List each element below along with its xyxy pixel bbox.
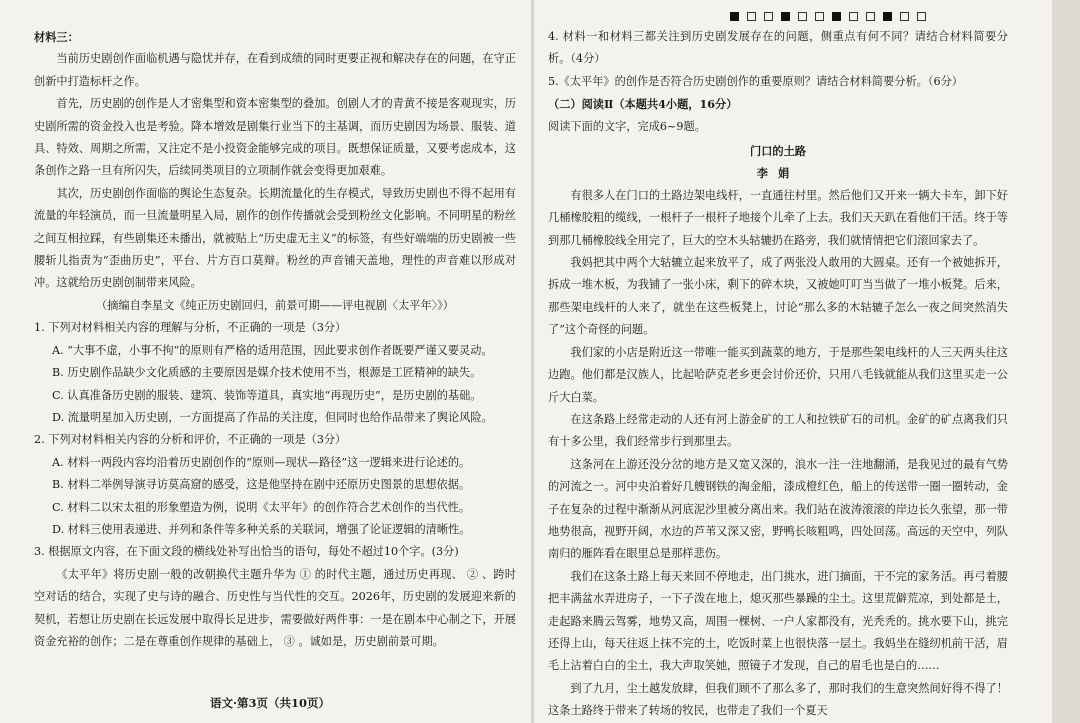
marker-filled — [883, 12, 892, 21]
left-column — [34, 26, 516, 653]
material-heading: 材料三： — [34, 30, 79, 44]
q1-option-c: C. 认真准备历史剧的服装、建筑、装饰等道具，真实地“再现历史”，是历史剧的基础。 — [52, 388, 482, 402]
question-4: 4. 材料一和材料三都关注到历史剧发展存在的问题，侧重点有何不同？请结合材料简要分析。（4分） — [548, 30, 1008, 66]
question-3-passage: 《太平年》将历史剧一般的改朝换代主题升华为 ① 的时代主题，通过历史再现、 ② 、跨时空对话的结合，实现了史与诗的融合、历史性与当代性的交互。2026年，历史剧的发展迎来新的契机，若想让历史剧在长远发展中取得长足进步，需要做好两件事：一是在剧本中心制之下，开展资金充裕的创作；二是在尊重创作规律的基础上， ③ 。诚如是，历史剧前景可期。 — [34, 567, 516, 648]
question-1-stem: 1. 下列对材料相关内容的理解与分析，不正确的一项是（3分） — [34, 321, 347, 335]
marker-empty — [764, 12, 773, 21]
article-paragraph: 这条河在上游还没分岔的地方是又宽又深的，浪水一注一注地翻涌，是我见过的最有气势的河流之一。河中央泊着好几艘钢铁的淘金船，漆成橙红色，船上的传送带一圈一圈转动，金子在复杂的过程中渐渐从河底泥沙里被分离出来。我们站在波涛滚滚的岸边长久张望，那一带地势很高，视野开阔，水边的芦苇又深又密，野鸭长咳粗鸣，四处回荡。高远的天空中，列队南归的雁阵看在眼里总是那样悲伤。 — [548, 457, 1008, 561]
marker-empty — [815, 12, 824, 21]
article-paragraph: 在这条路上经常走动的人还有河上游金矿的工人和拉铁矿石的司机。金矿的矿点离我们只有十多公里，我们经常步行到那里去。 — [548, 412, 1008, 449]
article-author: 李娟 — [756, 166, 800, 181]
material-paragraph: 其次，历史剧创作面临的舆论生态复杂。长期流量化的生存模式，导致历史剧也不得不起用有流量的年轻演员，而一旦流量明星入局，剧作的创作传播就会受到粉丝文化影响。不同明星的粉丝之间互相拉踩，有些剧集还未播出，就被贴上“历史虚无主义”的标签，有些好端端的历史剧被一些腰斩儿指责为“歪曲历史”，平台、片方百口莫辩。粉丝的声音铺天盖地，理性的声音难以形成对冲。这就给历史剧创制带来风险。 — [34, 186, 516, 290]
article-paragraph: 有很多人在门口的土路边架电线杆，一直通往村里。然后他们又开来一辆大卡车，卸下好几桶橡胶粗的缆线，一根杆子一根杆子地接个儿牵了上去。我们天天趴在看他们干活。终于等到那几桶橡胶线全用完了，巨大的空木头轱辘扔在路旁，我们就情情把它们滚回家去了。 — [548, 188, 1008, 247]
marker-filled — [832, 12, 841, 21]
page-footer: 语文·第3页（共10页） — [209, 696, 330, 710]
reading-instruction: 阅读下面的文字，完成6~9题。 — [548, 119, 706, 133]
marker-empty — [747, 12, 756, 21]
marker-filled — [781, 12, 790, 21]
material-source: （摘编自李星文《纯正历史剧回归，前景可期——评电视剧〈太平年〉》） — [96, 298, 454, 312]
right-column — [548, 26, 1008, 723]
marker-empty — [798, 12, 807, 21]
q1-option-a: A. “大事不虚，小事不拘”的原则有严格的适用范围，因此要求创作者既要严谨又要灵动。 — [52, 343, 493, 357]
article-paragraph: 我们在这条土路上每天来回不停地走，出门挑水，进门摘面，干不完的家务活。再弓着腰把丰满盆水弄进房子，一下子泼在地上，熄灭那些暴躁的尘土。这里荒僻荒凉，到处都是土，走起路来腾云驾雾，地势又高，周围一棵树、一户人家都没有，光秃秃的。挑水要下山，挑完还得上山，每天往返上抹不完的土，吃饭时菜上也很快落一层土。我妈坐在缝纫机前干活，眉毛上沾着白白的尘土，我大声取笑她，照镜子才发现，自己的眉毛也是白的…… — [548, 569, 1008, 673]
q2-option-b: B. 材料二举例导演寻访莫高窟的感受，这是他坚持在剧中还原历史图景的思想依据。 — [52, 478, 471, 492]
q2-option-d: D. 材料三使用表递进、并列和条件等多种关系的关联词，增强了论证逻辑的清晰性。 — [52, 522, 471, 536]
article-paragraph: 我妈把其中两个大轱辘立起来放平了，成了两张没人敢用的大圆桌。还有一个被她拆开，拆成一堆木板，为我铺了一张小床，剩下的碎木块，又被她叮叮当当做了一堆小板凳。后来，那些架电线杆的人来了，就坐在这些板凳上，讨论“那么多的木轱辘子怎么一夜之间突然消失了”这个奇怪的问题。 — [548, 256, 1008, 337]
q2-option-c: C. 材料二以宋太祖的形象塑造为例，说明《太平年》的创作符合艺术创作的当代性。 — [52, 500, 471, 514]
q2-option-a: A. 材料一两段内容均沿着历史剧创作的“原则—现状—路径”这一逻辑来进行论述的。 — [52, 455, 471, 469]
article-title: 门口的土路 — [750, 144, 806, 159]
question-3-stem: 3. 根据原文内容，在下面文段的横线处补写出恰当的语句，每处不超过10个字。(3分) — [34, 545, 459, 559]
material-paragraph: 首先，历史剧的创作是人才密集型和资本密集型的叠加。创剧人才的青黄不接是客观现实，历史剧所需的资金投入也是考验。降本增效是剧集行业当下的主基调，而历史剧因为场景、服装、道具、特效、周期之所需，又注定不是小投资金能够完成的项目。既想保证质量，又要考虑成本，这条创作之路一旦有所闪失，后续同类项目的立项制作就会变得更加艰难。 — [34, 97, 516, 178]
page-fold — [531, 0, 534, 723]
marker-empty — [866, 12, 875, 21]
page-marks — [730, 12, 926, 21]
material-paragraph: 当前历史剧创作面临机遇与隐忧并存，在看到成绩的同时更要正视和解决存在的问题，在守正创新中打造标杆之作。 — [34, 52, 516, 88]
article-paragraph: 到了九月，尘土越发放肆，但我们顾不了那么多了，那时我们的生意突然间好得不得了！这条土路终于带来了转场的牧民，也带走了我们一个夏天 — [548, 681, 1008, 718]
marker-empty — [849, 12, 858, 21]
marker-empty — [900, 12, 909, 21]
question-2-stem: 2. 下列对材料相关内容的分析和评价，不正确的一项是（3分） — [34, 433, 347, 447]
q1-option-d: D. 流量明星加入历史剧，一方面提高了作品的关注度，但同时也给作品带来了舆论风险。 — [52, 410, 493, 424]
article-paragraph: 我们家的小店是附近这一带唯一能买到蔬菜的地方，于是那些架电线杆的人三天两头往这边跑。他们都是汉族人，比起哈萨克老乡更会讨价还价，只用八毛钱就能从我们这里买走一公斤大白菜。 — [548, 345, 1008, 404]
section-heading: （二）阅读Ⅱ（本题共4小题，16分） — [548, 97, 738, 112]
paper-edge — [1052, 0, 1080, 723]
q1-option-b: B. 历史剧作品缺少文化质感的主要原因是媒介技术使用不当，根源是工匠精神的缺失。 — [52, 366, 482, 380]
marker-empty — [917, 12, 926, 21]
marker-filled — [730, 12, 739, 21]
question-5: 5.《太平年》的创作是否符合历史剧创作的重要原则？请结合材料简要分析。（6分） — [548, 74, 963, 88]
